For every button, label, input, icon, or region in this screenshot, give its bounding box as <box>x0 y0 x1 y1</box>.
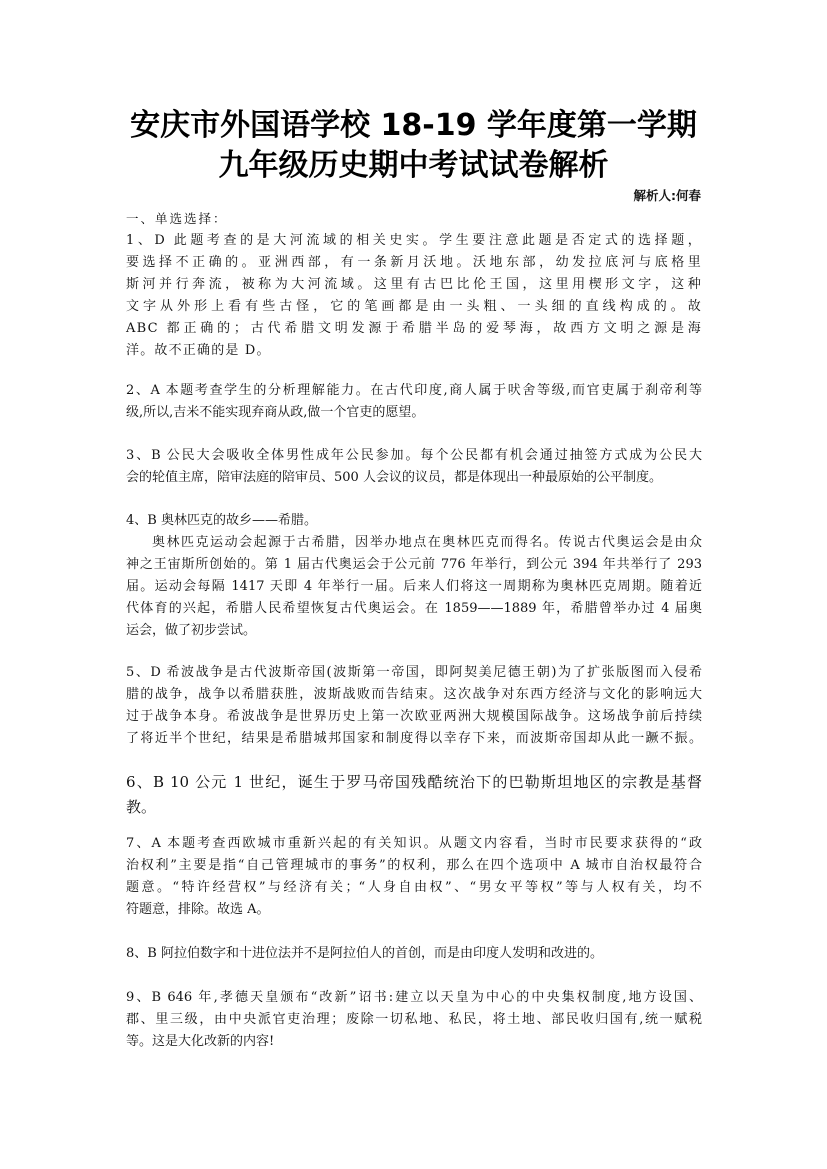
answer-3-line: 3、B 公民大会吸收全体男性成年公民参加。每个公民都有机会通过抽签方式成为公民大 <box>126 448 702 463</box>
answer-1-line: 洋。故不正确的是 D。 <box>126 343 271 358</box>
answer-4-line: 神之王宙斯所创始的。第 1 届古代奥运会于公元前 776 年举行，到公元 394 年共举行了 293 <box>126 557 702 572</box>
title-line-2: 九年级历史期中考试试卷解析 <box>218 148 609 183</box>
answer-1-line: 要选择不正确的。亚洲西部，有一条新月沃地。沃地东部，幼发拉底河与底格里 <box>126 255 702 270</box>
answer-4-line: 奥林匹克运动会起源于古希腊，因举办地点在奥林匹克而得名。传说古代奥运会是由众 <box>152 535 702 550</box>
answer-4-line: 运会，做了初步尝试。 <box>126 623 257 638</box>
answer-1 <box>126 230 702 362</box>
answer-1-line: ABC 都正确的；古代希腊文明发源于希腊半岛的爱琴海，故西方文明之源是海 <box>126 321 702 336</box>
answer-7-line: 符题意，排除。故选 A。 <box>126 902 270 917</box>
answer-1-line: 1、D 此题考查的是大河流域的相关史实。学生要注意此题是否定式的选择题， <box>126 233 702 248</box>
answer-5-line: 5、D 希波战争是古代波斯帝国(波斯第一帝国，即阿契美尼德王朝)为了扩张版图而入侵希 <box>126 665 702 680</box>
answer-9-line: 9、B 646 年,孝德天皇颁布“改新”诏书:建立以天皇为中心的中央集权制度,地方设国、 <box>126 990 702 1005</box>
answer-2-line: 级,所以,吉米不能实现弃商从政,做一个官吏的愿望。 <box>126 405 425 420</box>
answer-7-line: 治权利”主要是指“自己管理城市的事务”的权利，那么在四个选项中 A 城市自治权最符合 <box>126 858 702 873</box>
answer-1-line: 斯河并行奔流，被称为大河流域。这里有古巴比伦王国，这里用楔形文字，这种 <box>126 277 702 292</box>
answer-5 <box>126 662 702 750</box>
answer-7 <box>126 833 702 921</box>
answer-1-line: 文字从外形上看有些古怪，它的笔画都是由一头粗、一头细的直线构成的。故 <box>126 299 702 314</box>
title-line-1: 安庆市外国语学校 18-19 学年度第一学期 <box>130 108 697 143</box>
answer-4-line: 代体育的兴起，希腊人民希望恢复古代奥运会。在 1859——1889 年，希腊曾举办过 4 届奥 <box>126 601 702 616</box>
answer-2-line: 2、A 本题考查学生的分析理解能力。在古代印度,商人属于吠舍等级,而官吏属于刹帝利等 <box>126 383 702 398</box>
answer-5-line: 了将近半个世纪，结果是希腊城邦国家和制度得以幸存下来，而波斯帝国却从此一蹶不振。 <box>126 731 702 746</box>
answer-4-line: 届。运动会每隔 1417 天即 4 年举行一届。后来人们将这一周期称为奥林匹克周期。随着近 <box>126 579 702 594</box>
answer-4 <box>126 510 702 642</box>
answer-9-line: 等。这是大化改新的内容! <box>126 1034 275 1049</box>
answer-2 <box>126 380 702 424</box>
answer-8-line: 8、B 阿拉伯数字和十进位法并不是阿拉伯人的首创，而是由印度人发明和改进的。 <box>126 946 603 961</box>
section-heading: 一、单选选择： <box>126 211 228 226</box>
answer-3-line: 会的轮值主席，陪审法庭的陪审员、500 人会议的议员，都是体现出一种最原始的公平制度。 <box>126 470 662 485</box>
answer-6 <box>126 770 702 820</box>
analyst-credit: 解析人:何春 <box>633 188 701 203</box>
answer-5-line: 腊的战争，战争以希腊获胜，波斯战败而告结束。这次战争对东西方经济与文化的影响远大 <box>126 687 702 702</box>
answer-4-line: 4、B 奥林匹克的故乡——希腊。 <box>126 513 317 528</box>
answer-5-line: 过于战争本身。希波战争是世界历史上第一次欧亚两洲大规模国际战争。这场战争前后持续 <box>126 709 702 724</box>
answer-9-line: 郡、里三级，由中央派官吏治理；废除一切私地、私民，将土地、部民收归国有,统一赋税 <box>126 1012 702 1027</box>
answer-7-line: 题意。“特许经营权”与经济有关；“人身自由权”、“男女平等权”等与人权有关，均不 <box>126 880 702 895</box>
answer-8 <box>126 943 702 965</box>
answer-6-line: 教。 <box>126 798 157 816</box>
answer-3 <box>126 445 702 489</box>
answer-6-line: 6、B 10 公元 1 世纪，诞生于罗马帝国残酷统治下的巴勒斯坦地区的宗教是基督 <box>126 773 702 791</box>
answer-9 <box>126 987 702 1053</box>
answer-7-line: 7、A 本题考查西欧城市重新兴起的有关知识。从题文内容看，当时市民要求获得的“政 <box>126 836 702 851</box>
